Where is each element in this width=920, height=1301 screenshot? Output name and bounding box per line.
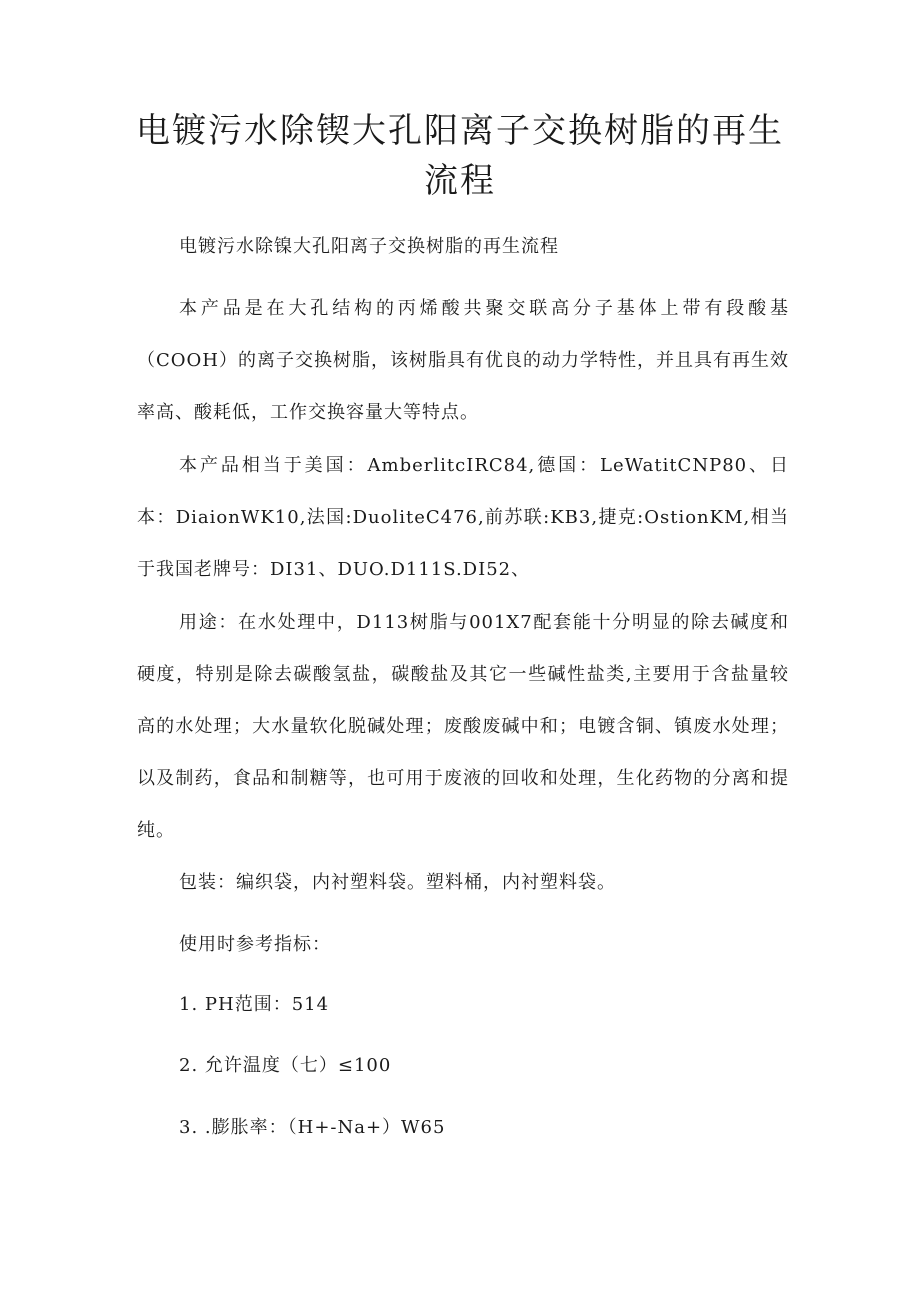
paragraph-packaging: 包装：编织袋，内衬塑料袋。塑料桶，内衬塑料袋。 xyxy=(179,872,616,893)
paragraph-equivalents: 本产品相当于美国：AmberlitcIRC84,德国：LeWatitCNP80、日本：DiaionWK10,法国:DuoliteC476,前苏联:KB3,捷克:OstionKM,相当于我国老牌号：DI31、DUO.D111S.DI52、 xyxy=(137,455,789,580)
list-item-temperature: 2. 允许温度（七）≤100 xyxy=(179,1055,392,1076)
document-subtitle: 电镀污水除镍大孔阳离子交换树脂的再生流程 xyxy=(179,236,559,257)
paragraph-usage: 用途：在水处理中，D113树脂与001X7配套能十分明显的除去碱度和硬度，特别是除去碳酸氢盐，碳酸盐及其它一些碱性盐类,主要用于含盐量较高的水处理；大水量软化脱碱处理；废酸废碱中和；电镀含铜、镇废水处理；以及制药，食品和制糖等，也可用于废液的回收和处理，生化药物的分离和提纯。 xyxy=(137,612,789,841)
paragraph-intro: 本产品是在大孔结构的丙烯酸共聚交联高分子基体上带有段酸基（COOH）的离子交换树脂，该树脂具有优良的动力学特性，并且具有再生效率高、酸耗低，工作交换容量大等特点。 xyxy=(137,298,789,423)
reference-heading: 使用时参考指标： xyxy=(179,934,331,955)
document-title: 电镀污水除锲大孔阳离子交换树脂的再生流程 xyxy=(136,111,784,201)
list-item-expansion-rate: 3. .膨胀率：（H+-Na+）W65 xyxy=(179,1117,446,1138)
list-item-ph-range: 1. PH范围：514 xyxy=(179,994,330,1015)
